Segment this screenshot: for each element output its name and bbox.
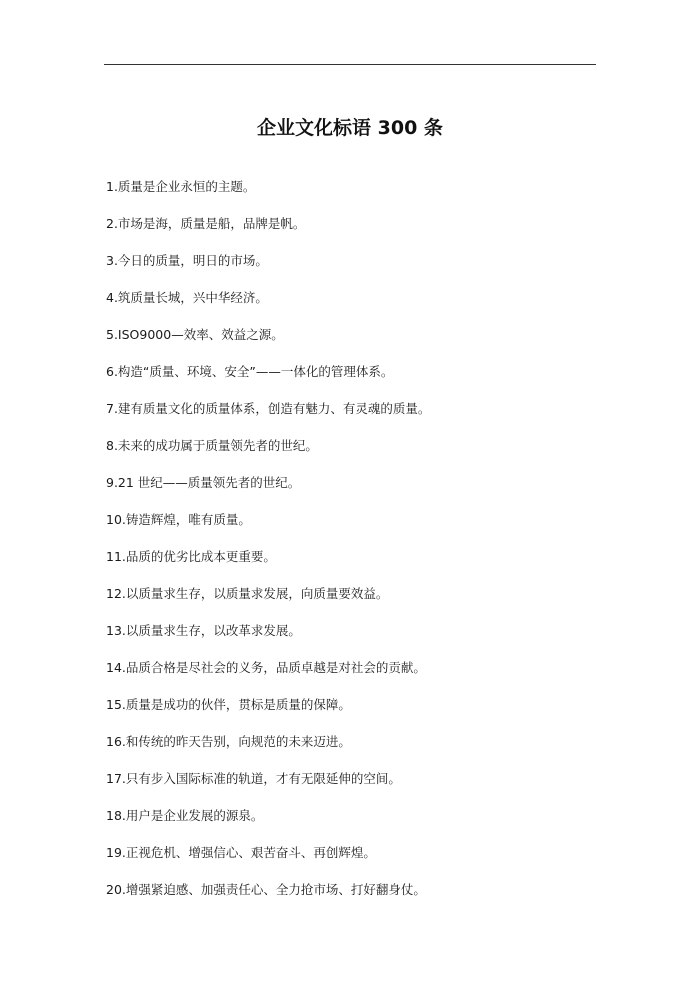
list-item: 13.以质量求生存，以改革求发展。 <box>106 623 301 638</box>
list-item: 10.铸造辉煌，唯有质量。 <box>106 512 251 527</box>
list-item: 5.ISO9000—效率、效益之源。 <box>106 327 284 342</box>
list-item: 11.品质的优劣比成本更重要。 <box>106 549 276 564</box>
list-item: 14.品质合格是尽社会的义务，品质卓越是对社会的贡献。 <box>106 660 426 675</box>
list-item: 1.质量是企业永恒的主题。 <box>106 179 256 194</box>
page-title: 企业文化标语 300 条 <box>257 117 443 139</box>
list-item: 18.用户是企业发展的源泉。 <box>106 808 264 823</box>
list-item: 12.以质量求生存，以质量求发展，向质量要效益。 <box>106 586 389 601</box>
list-item: 9.21 世纪——质量领先者的世纪。 <box>106 475 301 490</box>
list-item: 20.增强紧迫感、加强责任心、全力抢市场、打好翻身仗。 <box>106 882 426 897</box>
list-item: 19.正视危机、增强信心、艰苦奋斗、再创辉煌。 <box>106 845 376 860</box>
header-rule <box>104 64 596 65</box>
list-item: 8.未来的成功属于质量领先者的世纪。 <box>106 438 318 453</box>
slogan-list <box>106 178 596 918</box>
list-item: 16.和传统的昨天告别，向规范的未来迈进。 <box>106 734 351 749</box>
list-item: 2.市场是海，质量是船，品牌是帆。 <box>106 216 306 231</box>
list-item: 7.建有质量文化的质量体系，创造有魅力、有灵魂的质量。 <box>106 401 431 416</box>
list-item: 17.只有步入国际标准的轨道，才有无限延伸的空间。 <box>106 771 401 786</box>
list-item: 6.构造“质量、环境、安全”——一体化的管理体系。 <box>106 364 394 379</box>
list-item: 15.质量是成功的伙伴，贯标是质量的保障。 <box>106 697 351 712</box>
list-item: 3.今日的质量，明日的市场。 <box>106 253 268 268</box>
list-item: 4.筑质量长城，兴中华经济。 <box>106 290 268 305</box>
